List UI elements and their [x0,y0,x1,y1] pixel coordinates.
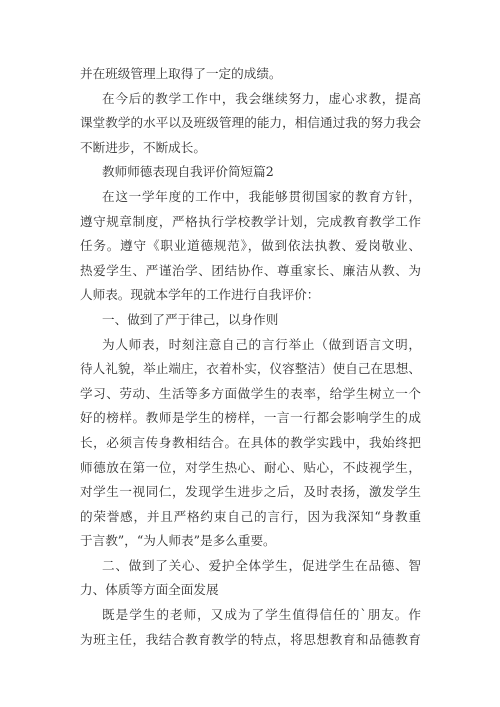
document-body [80,62,421,652]
text-line: 师德放在第一位，对学生热心、耐心、贴心，不歧视学生， [80,459,421,475]
text-line: 为人师表，时刻注意自己的言行举止（做到语言文明， [102,336,421,352]
text-line: 并在班级管理上取得了一定的成绩。 [80,66,282,81]
text-line: 课堂教学的水平以及班级管理的能力，相信通过我的努力我会 [80,115,421,131]
subheading-continued: 力、体质等方面全面发展 [80,582,219,598]
text-line: 人师表。现就本学年的工作进行自我评价： [80,287,320,303]
text-line: 于言教”，“为人师表”是多么重要。 [80,533,276,549]
subheading: 一、做到了严于律己，以身作则 [102,311,279,327]
text-line: 长，必须言传身教相结合。在具体的教学实践中，我始终把 [80,434,421,450]
text-line: 好的榜样。教师是学生的榜样，一言一行都会影响学生的成 [80,410,421,426]
text-line: 待人礼貌，举止端庄，衣着朴实，仪容整洁）使自己在思想、 [80,361,421,377]
text-line: 对学生一视同仁，发现学生进步之后，及时表扬，激发学生 [80,484,421,500]
text-line: 遵守规章制度，严格执行学校教学计划，完成教育教学工作 [80,213,421,229]
text-line: 的荣誉感，并且严格约束自己的言行，因为我深知“身教重 [80,508,421,524]
subheading: 二、做到了关心、爱护全体学生，促进学生在品德、智 [102,557,421,573]
text-line: 不断进步，不断成长。 [80,139,206,155]
text-line: 学习、劳动、生活等多方面做学生的表率，给学生树立一个 [80,385,421,401]
text-line: 在今后的教学工作中，我会继续努力，虚心求教，提高 [102,90,421,106]
text-line: 热爱学生、严谨治学、团结协作、尊重家长、廉洁从教、为 [80,262,421,278]
text-line: 在这一学年度的工作中，我能够贯彻国家的教育方针， [102,188,421,204]
text-line: 为班主任，我结合教育教学的特点，将思想教育和品德教育 [80,631,421,647]
text-line: 既是学生的老师，又成为了学生值得信任的`朋友。作 [102,607,421,623]
text-line: 任务。遵守《职业道德规范》，做到依法执教、爱岗敬业、 [80,238,421,254]
section-title: 教师师德表现自我评价简短篇2 [102,164,274,180]
